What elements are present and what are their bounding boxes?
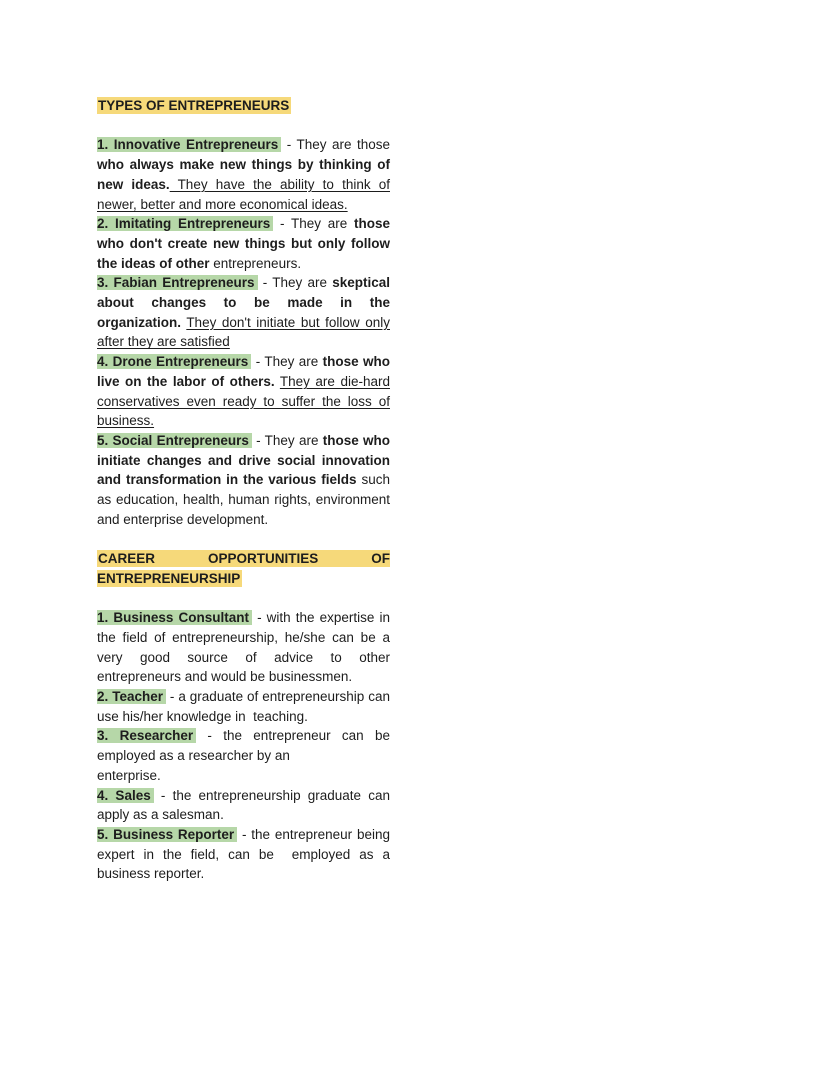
body-text: - They are: [273, 216, 354, 232]
body-text: - the entrepreneur being expert in the field, can be employed as a business reporter.: [97, 826, 390, 882]
underlined-text: They don't initiate but follow only after they are satisfied: [97, 314, 390, 350]
highlighted-term: 2. Teacher: [97, 689, 166, 704]
body-text: such as education, health, human rights, environment and enterprise development.: [97, 472, 390, 527]
body-text: - the entrepreneur can be employed as a researcher by an: [97, 728, 390, 764]
body-text: - with the expertise in the field of entrepreneurship, he/she can be a very good source of advice to other entrepreneurs and would be businessmen.: [97, 610, 390, 685]
underlined-text: They are die-hard conservatives even ready to suffer the loss of business.: [97, 373, 390, 429]
entry-paragraph: [97, 352, 390, 431]
highlighted-term: 5. Business Reporter: [97, 827, 237, 842]
section-heading: [97, 96, 390, 116]
highlighted-term: 4. Sales: [97, 788, 154, 803]
body-text: - the entrepreneurship graduate can apply as a salesman.: [97, 787, 390, 823]
text-column: [97, 96, 390, 884]
entry-paragraph: [97, 687, 390, 726]
body-text: - They are those: [281, 137, 390, 153]
section-heading: [97, 549, 390, 588]
entry-paragraph: [97, 825, 390, 884]
section-career-opportunities: [97, 549, 390, 884]
body-text: who always make new things by thinking of new ideas.: [97, 157, 390, 192]
entry-paragraph: [97, 135, 390, 214]
highlighted-term: 2. Imitating Entrepreneurs: [97, 216, 273, 231]
body-text: entrepreneurs.: [209, 255, 302, 271]
entry-paragraph: [97, 786, 390, 825]
body-text: those who don't create new things but only follow the ideas of other: [97, 216, 390, 271]
highlighted-term: 5. Social Entrepreneurs: [97, 433, 252, 448]
highlighted-term: 3. Researcher: [97, 728, 196, 743]
section-types-of-entrepreneurs: [97, 96, 390, 529]
section-body: [97, 135, 390, 529]
body-text: skeptical about changes to be made in the organization.: [97, 275, 391, 330]
underlined-text: They have the ability to think of newer, better and more economical ideas.: [97, 176, 390, 212]
body-text: those who initiate changes and drive social innovation and transformation in the various fields: [97, 432, 391, 488]
body-text: - They are: [251, 354, 323, 370]
highlighted-heading-text: CAREER OPPORTUNITIES OF ENTREPRENEURSHIP: [97, 551, 390, 586]
entry-paragraph: [97, 431, 390, 530]
body-text: enterprise.: [97, 767, 161, 783]
entry-paragraph: [97, 214, 390, 273]
body-text: - a graduate of entrepreneurship can use his/her knowledge in teaching.: [97, 689, 390, 724]
section-body: [97, 608, 390, 884]
entry-paragraph: [97, 726, 390, 785]
entry-paragraph: [97, 273, 390, 352]
highlighted-term: 4. Drone Entrepreneurs: [97, 354, 251, 369]
highlighted-heading-text: TYPES OF ENTREPRENEURS: [98, 98, 290, 113]
body-text: - They are: [257, 275, 333, 291]
highlighted-term: 3. Fabian Entrepreneurs: [97, 275, 258, 290]
body-text: those who live on the labor of others.: [97, 354, 391, 389]
entry-paragraph: [97, 608, 390, 687]
body-text: - They are: [251, 432, 323, 448]
highlighted-term: 1. Innovative Entrepreneurs: [97, 137, 281, 152]
highlighted-term: 1. Business Consultant: [97, 610, 252, 625]
